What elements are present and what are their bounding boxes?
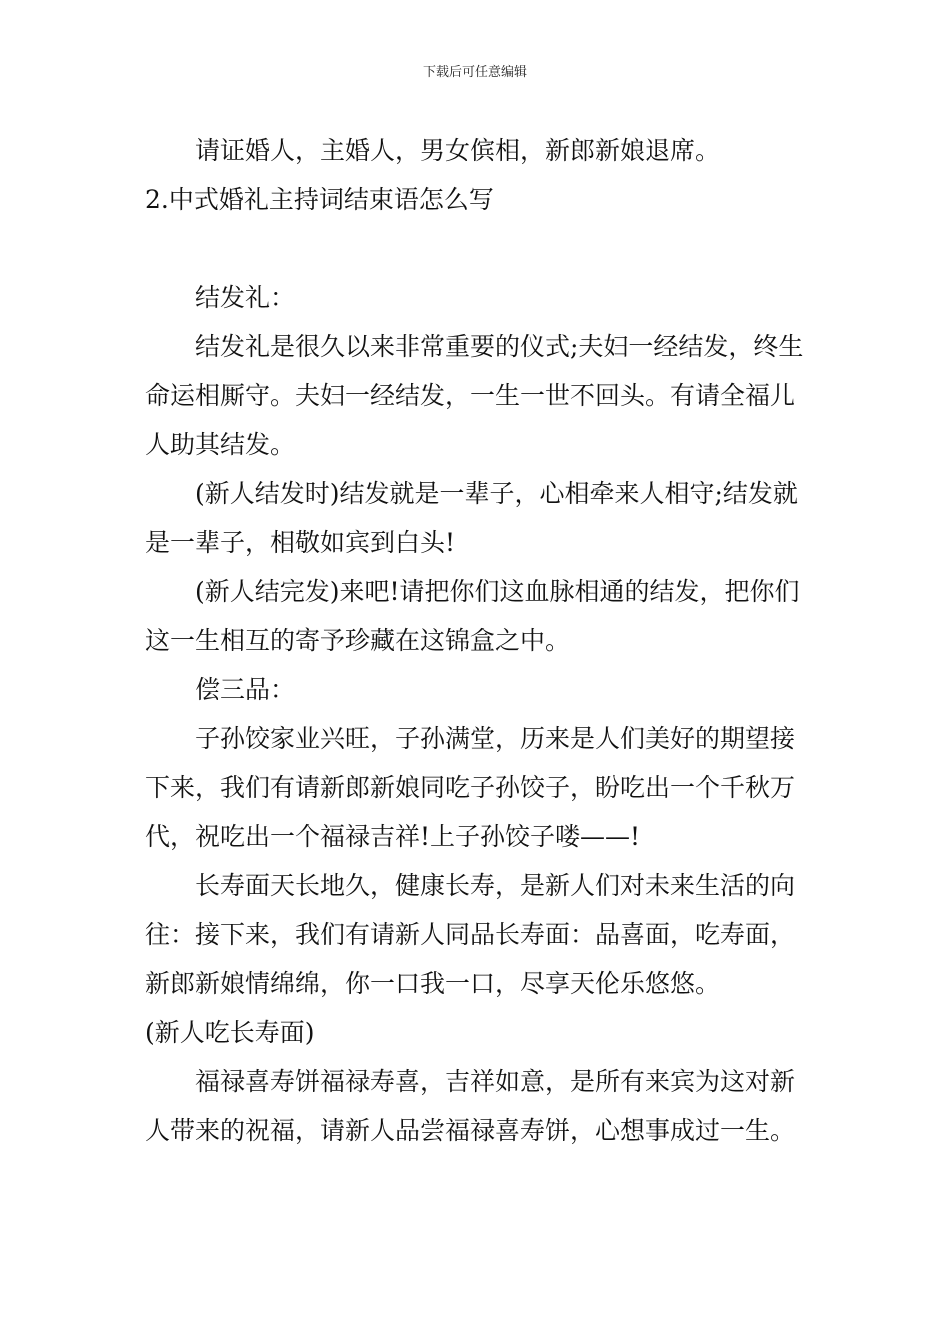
subheading-three-tastes: 偿三品： [195,675,296,704]
page-header-note: 下载后可任意编辑 [422,65,527,80]
paragraph-hair-tying: (新人结发时)结发就是一辈子，心相牵来人相守;结发就是一辈子，相敬如宾到白头! [145,479,798,557]
document-body [145,126,810,1155]
section-heading: 2.中式婚礼主持词结束语怎么写 [145,185,494,214]
paragraph-noodles-note: (新人吃长寿面) [145,1018,315,1047]
subheading-hair-ceremony: 结发礼： [195,283,296,312]
paragraph-hair-ceremony: 结发礼是很久以来非常重要的仪式;夫妇一经结发，终生命运相厮守。夫妇一经结发，一生一世不回头。有请全福儿人助其结发。 [145,332,804,459]
paragraph-longevity-noodles: 长寿面天长地久，健康长寿，是新人们对未来生活的向往：接下来，我们有请新人同品长寿面：品喜面，吃寿面，新郎新娘情绵绵，你一口我一口，尽享天伦乐悠悠。 [145,871,796,998]
blank-line [145,224,810,273]
paragraph-fortune-cake: 福禄喜寿饼福禄寿喜，吉祥如意，是所有来宾为这对新人带来的祝福，请新人品尝福禄喜寿饼，心想事成过一生。 [145,1067,796,1145]
paragraph-hair-finished: (新人结完发)来吧!请把你们这血脉相通的结发，把你们这一生相互的寄予珍藏在这锦盒之中。 [145,577,800,655]
paragraph-dumplings: 子孙饺家业兴旺，子孙满堂，历来是人们美好的期望接下来，我们有请新郎新娘同吃子孙饺子，盼吃出一个千秋万代，祝吃出一个福禄吉祥!上子孙饺子喽——! [145,724,796,851]
paragraph-closing-announcement: 请证婚人，主婚人，男女傧相，新郎新娘退席。 [195,136,721,165]
